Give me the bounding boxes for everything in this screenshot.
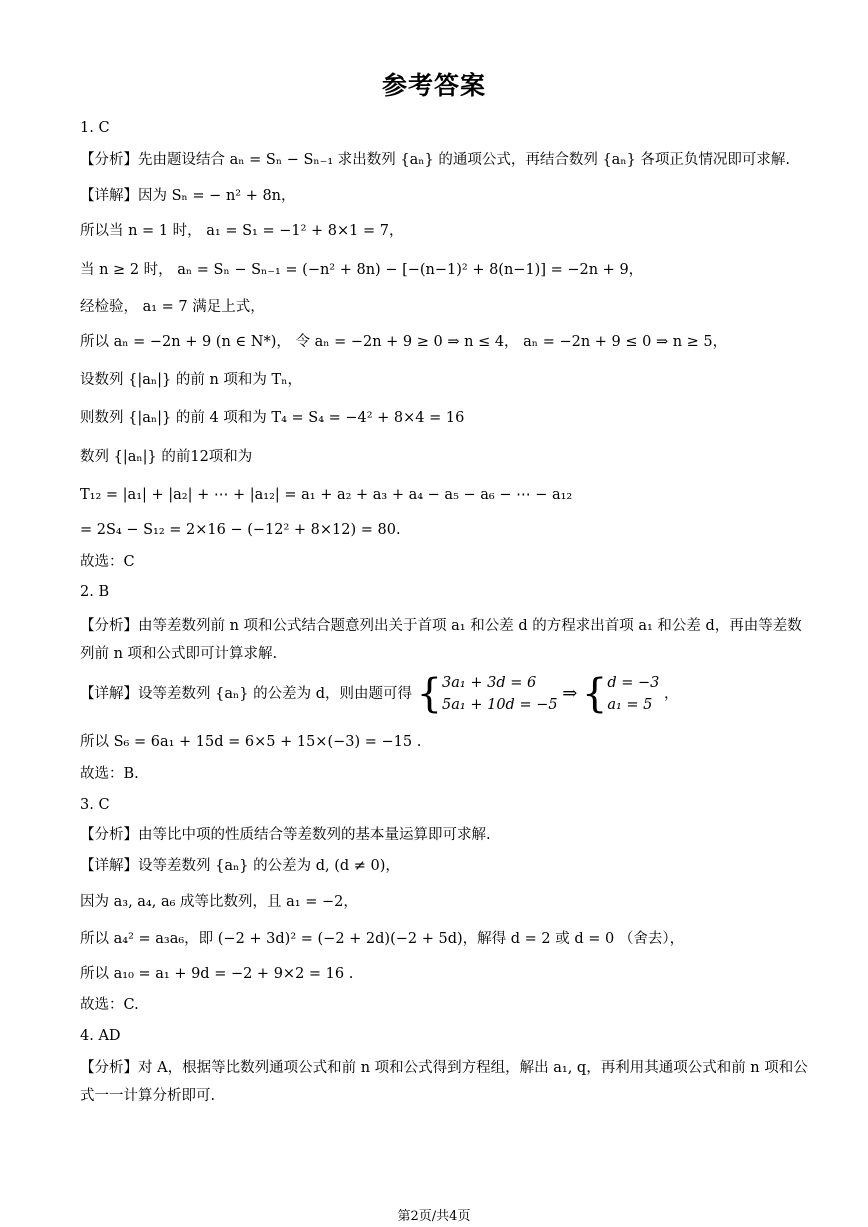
- q1-detail-10: = 2S₄ − S₁₂ = 2×16 − (−12² + 8×12) = 80.: [80, 522, 401, 538]
- q1-detail-8: 数列 {|aₙ|} 的前12项和为: [80, 449, 253, 465]
- q1-detail-4: 经检验， a₁ = 7 满足上式，: [80, 299, 265, 315]
- q2-equation-system-left: { 3a₁ + 3d = 6 5a₁ + 10d = −5: [416, 671, 558, 717]
- q1-detail-3: 当 n ≥ 2 时， aₙ = Sₙ − Sₙ₋₁ = (−n² + 8n) − [−(n−1)² + 8(n−1)] = −2n + 9，: [80, 262, 644, 278]
- q1-choice: 故选：C: [80, 554, 135, 570]
- page-footer: 第2页/共4页: [397, 1209, 471, 1224]
- q1-detail-7: 则数列 {|aₙ|} 的前 4 项和为 T₄ = S₄ = −4² + 8×4 = 16: [80, 410, 465, 426]
- q3-detail-4: 所以 a₁₀ = a₁ + 9d = −2 + 9×2 = 16 .: [80, 966, 354, 982]
- q1-detail-5: 所以 aₙ = −2n + 9 (n ∈ N*)， 令 aₙ = −2n + 9 ≥ 0 ⇒ n ≤ 4， aₙ = −2n + 9 ≤ 0 ⇒ n ≥ 5，: [80, 334, 728, 350]
- q2-detail-2: 所以 S₆ = 6a₁ + 15d = 6×5 + 15×(−3) = −15 .: [80, 734, 422, 750]
- q1-detail-6: 设数列 {|aₙ|} 的前 n 项和为 Tₙ，: [80, 372, 302, 388]
- q2-eq-left-2: 5a₁ + 10d = −5: [442, 697, 558, 713]
- q2-detail-1: [80, 672, 808, 716]
- q2-answer: 2. B: [80, 584, 110, 600]
- q2-eq-right-2: a₁ = 5: [607, 697, 653, 713]
- q1-detail-1: 【详解】因为 Sₙ = − n² + 8n，: [80, 188, 296, 204]
- q3-analysis: 【分析】由等比中项的性质结合等差数列的基本量运算即可求解.: [80, 827, 491, 843]
- q4-analysis: 【分析】对 A，根据等比数列通项公式和前 n 项和公式得到方程组，解出 a₁, q，再利用其通项公式和前 n 项和公式一一计算分析即可.: [80, 1060, 808, 1104]
- q3-detail-3: 所以 a₄² = a₃a₆，即 (−2 + 3d)² = (−2 + 2d)(−2 + 5d)，解得 d = 2 或 d = 0 （舍去），: [80, 931, 685, 947]
- q2-equation-system-right: { d = −3 a₁ = 5: [581, 671, 660, 717]
- q1-detail-9: T₁₂ = |a₁| + |a₂| + ⋯ + |a₁₂| = a₁ + a₂ + a₃ + a₄ − a₅ − a₆ − ⋯ − a₁₂: [80, 487, 573, 503]
- q2-sys-tail: ，: [663, 686, 679, 702]
- q2-eq-left-1: 3a₁ + 3d = 6: [442, 675, 537, 691]
- q3-detail-2: 因为 a₃, a₄, a₆ 成等比数列，且 a₁ = −2，: [80, 894, 358, 910]
- q3-detail-1: 【详解】设等差数列 {aₙ} 的公差为 d, (d ≠ 0)，: [80, 858, 400, 874]
- q2-choice: 故选：B.: [80, 766, 139, 782]
- q3-answer: 3. C: [80, 797, 110, 813]
- page-title: 参考答案: [381, 71, 486, 100]
- q1-answer: 1. C: [80, 120, 110, 136]
- q4-answer: 4. AD: [80, 1028, 121, 1044]
- q2-detail-prefix: 【详解】设等差数列 {aₙ} 的公差为 d，则由题可得: [80, 686, 412, 702]
- q1-detail-2: 所以当 n = 1 时， a₁ = S₁ = −1² + 8×1 = 7，: [80, 223, 404, 239]
- q2-eq-right-1: d = −3: [607, 675, 660, 691]
- q3-choice: 故选：C.: [80, 997, 139, 1013]
- q2-implies-arrow: ⇒: [562, 683, 578, 704]
- q2-analysis: 【分析】由等差数列前 n 项和公式结合题意列出关于首项 a₁ 和公差 d 的方程求出首项 a₁ 和公差 d，再由等差数列前 n 项和公式即可计算求解.: [80, 618, 802, 662]
- q1-analysis: 【分析】先由题设结合 aₙ = Sₙ − Sₙ₋₁ 求出数列 {aₙ} 的通项公式，再结合数列 {aₙ} 各项正负情况即可求解.: [80, 152, 791, 168]
